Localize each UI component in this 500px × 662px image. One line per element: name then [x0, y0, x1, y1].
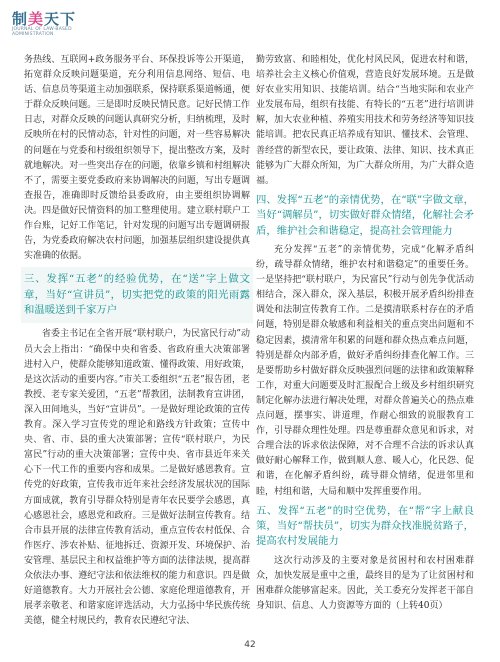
right-column — [256, 53, 474, 614]
section-heading-band — [21, 267, 253, 323]
section-heading: 三、发挥“五老”的经验优势，在“送”字上做文章，当好“宣讲员”，切实把党的政策的阳光雨露和温暖送到千家万户 — [24, 273, 250, 317]
paragraph: 省委主书记在全省开展“联村联户，为民富民行动”动员大会上指出：“确保中央和省委、省政府重大决策部署进村入户，使群众能够知道政策、懂得政策、用好政策，是这次活动的重要内容。”市关工委组织“五老”报告团，老教授、老专家关爱团，“五老”帮教团，法制教育宣讲团，深入田间地头，当好“宣讲员”。一是做好理论政策的宣传教育。深入学习宣传党的理论和路线方针政策；宣传中央、省、市、县的重大决策部署；宣传“联村联户，为民富民”行动的重大决策部署；宣传中央、省市县近年来关心下一代工作的重要内容和成果。二是做好感恩教育。宣传党的好政策，宣传我市近年来社会经济发展状况的国际方面成就，教育引导群众特别是青年农民要学会感恩，真心感恩社会，感恩党和政府。三是做好法制宣传教育。结合市县开展的法律宣传教育活动，重点宣传农村低保、合作医疗、涉农补贴、征地拆迁、资源开发、环境保护、治安管理、基层民主和权益维护等方面的法律法规，提高群众依法办事、遵纪守法和依法维权的能力和意识。四是做好道德教育。大力开展社会公德、家庭伦理道德教育，开展孝亲敬老、和谐家庭评选活动，大力弘扬中华民族传统美德，健全村规民约，教育农民遵纪守法、 — [24, 329, 250, 627]
paragraph-text: 这次行动涉及的主要对象是贫困村和农村困难群众，加快发展是重中之重，最终目的是为了让贫困村和困难群众能够富起来。因此，关工委充分发挥老干部自身知识、信息、人力资源等方面的 — [256, 555, 474, 612]
left-column — [24, 53, 250, 629]
paragraph: 充分发挥“五老”的亲情优势，完成“化解矛盾纠纷，疏导群众情绪，维护农村和谐稳定”的重要任务。一是坚持把“联村联户，为民富民”行动与创先争优活动相结合，深入群众，深入基层，积极开展矛盾纠纷排查调处和法制宣传教育工作。二是摸清联系村存在的矛盾问题，特别是群众敏感和利益相关的重点突出问题和不稳定因素，摸清常年积累的问题和群众热点难点问题，特别是群众内部矛盾，做好矛盾纠纷排查化解工作。三是要帮助乡村做好群众反映强烈问题的法律和政策解释工作，对重大问题要及时汇报配合上级及乡村组织研究制定化解办法进行解决处理，对群众普遍关心的热点难点问题，摆事实、讲道理，作耐心细致的说服教育工作，引导群众理性处理。四是尊重群众意见和诉求，对合理合法的诉求依法保障，对不合理不合法的诉求认真做好耐心解释工作，做到顺人意、暖人心，化民怨、促和谐，在化解矛盾纠纷，疏导群众情绪，促进邻里和睦，村组和谐，大局和顺中发挥重要作用。 — [256, 245, 474, 497]
paragraph: 勤劳致富、和睦相处，优化村风民风，促进农村和谐，培养社会主义核心价值观，营造良好发展环境。五是做好农业实用知识、技能培训。结合“当地实际和农业产业发展布局，组织有技能、有特长的“五老”进行培训讲解，加大农业种植、养殖实用技术和劳务经济等知识技能培训。把农民真正培养成有知识、懂技术、会管理、善经营的新型农民，要让政策、法律、知识、技术真正能够为广大群众所知，为广大群众所用，为广大群众造福。 — [256, 55, 474, 186]
paragraph: 务热线、互联网+政务服务平台、环保投诉等公开渠道，拓宽群众反映问题渠道，充分利用信息网络、短信、电话、信息员等渠道主动加强联系，保持联系渠道畅通，便于群众反映问题。三是即时反映民情民意。记好民情工作日志，对群众反映的问题认真研究分析，归纳梳理，及时反映所在村的民情动态，针对性的问题，对一些容易解决的问题在与党委和村级组织领导下，提出整改方案，及时就地解决。对一些突出存在的问题，依靠乡镇和村组解决不了，需要主要党委政府来协调解决的问题，写出专题调查报告，准确即时反馈给县委政府，由主要组织协调解决。四是做好民情资料的加工整理使用。建立联村联户工作台账，记好工作笔记，针对发现的问题写出专题调研报告，为党委政府解决农村问题，加强基层组织建设提供真实准确的依据。 — [24, 55, 250, 262]
section-heading: 五、发挥“五老”的时空优势，在“帮”字上献良策，当好“帮扶员”，切实为群众找准脱贫路子，提高农村发展能力 — [256, 504, 474, 548]
section-heading: 四、发挥“五老”的亲情优势，在“联”字做文章，当好“调解员”，切实做好群众情绪，化解社会矛盾，维护社会和谐稳定，提高社会管理能力 — [256, 193, 474, 237]
logo-subtitle: JOURNAL OF LAW-BASED ADMINISTRATION — [12, 27, 72, 37]
logo-text: 制美天下 — [12, 10, 77, 28]
continuation-note: （上转40页） — [391, 601, 448, 612]
page-number: 42 — [244, 640, 256, 650]
paragraph — [256, 554, 474, 614]
journal-logo — [12, 8, 102, 40]
